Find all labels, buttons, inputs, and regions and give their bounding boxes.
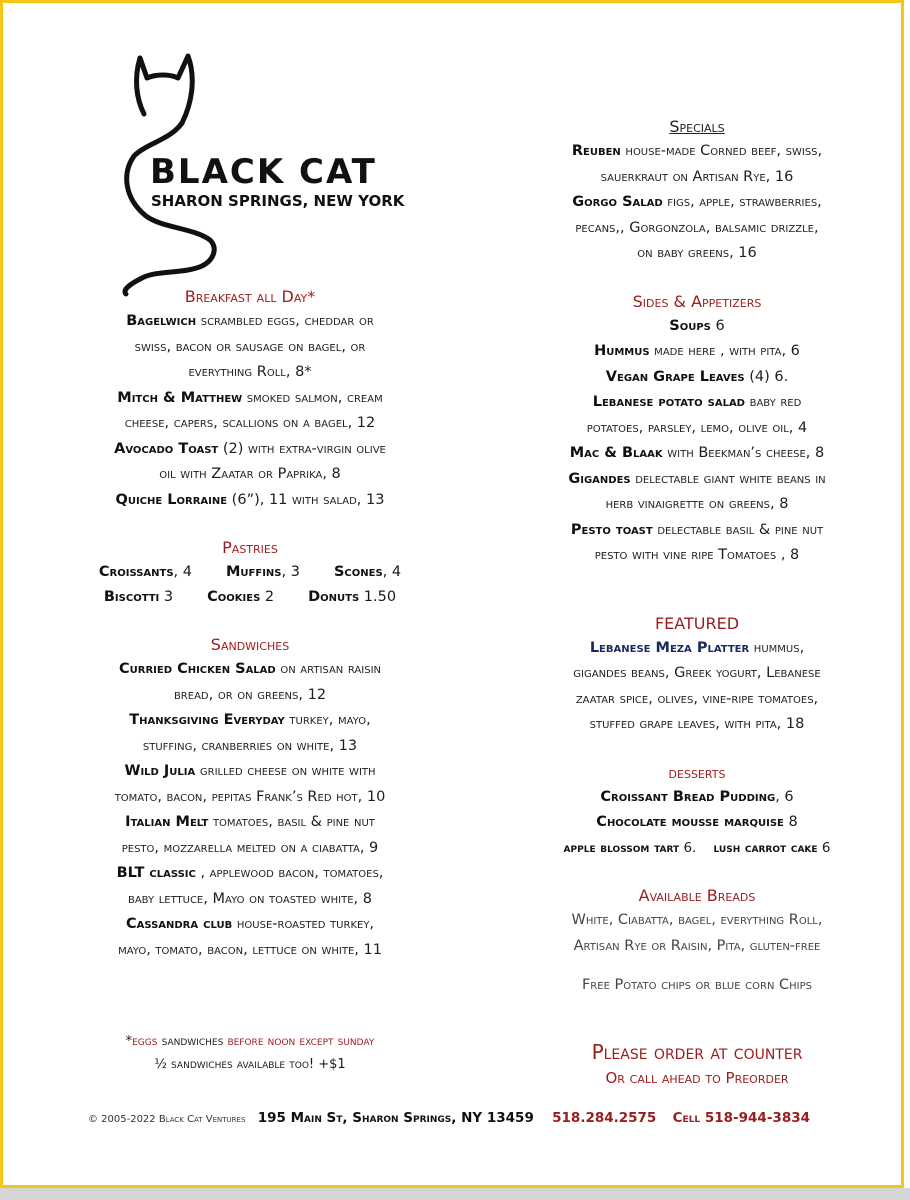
menu-item bbox=[492, 785, 902, 811]
item-price: 1.50 bbox=[359, 589, 397, 605]
section-title-sides: Sides & Appetizers bbox=[632, 291, 762, 311]
item-desc: , applewood bacon, tomatoes, bbox=[195, 865, 384, 881]
item-price: 6. bbox=[679, 839, 697, 856]
item-desc-line: bread, or on greens, 12 bbox=[173, 686, 327, 703]
address: 195 Main St, Sharon Springs, NY 13459 bbox=[257, 1110, 534, 1126]
item-desc: baby red bbox=[744, 394, 802, 410]
section-title-breakfast: Breakfast all Day* bbox=[184, 287, 316, 306]
item-desc: (4) 6. bbox=[744, 368, 789, 385]
item-desc: delectable giant white beans in bbox=[630, 470, 826, 487]
item-name: Thanksgiving Everyday bbox=[129, 712, 285, 728]
item-name: Avocado Toast bbox=[114, 440, 219, 457]
item-desc-line: pesto with vine ripe Tomatoes , 8 bbox=[594, 547, 800, 563]
section-title-pastries: Pastries bbox=[222, 538, 278, 557]
menu-item bbox=[40, 488, 460, 514]
order-sub: Or call ahead to Preorder bbox=[605, 1069, 789, 1087]
item-desc-line: sauerkraut on Artisan Rye, 16 bbox=[600, 168, 794, 185]
item-desc: house-roasted turkey, bbox=[232, 916, 375, 932]
menu-item bbox=[492, 636, 902, 662]
item-name: Vegan Grape Leaves bbox=[605, 368, 745, 385]
item-desc-line: gigandes beans, Greek yogurt, Lebanese bbox=[573, 665, 821, 681]
menu-item bbox=[40, 810, 460, 836]
item-desc: delectable basil & pine nut bbox=[652, 521, 824, 538]
section-title-featured: FEATURED bbox=[654, 613, 740, 633]
item-desc-line: oil with Zaatar or Paprika, 8 bbox=[159, 466, 341, 482]
item-desc: (6”), 11 with salad, 13 bbox=[227, 491, 385, 508]
item-desc: smoked salmon, cream bbox=[242, 389, 383, 406]
chips-note: Free Potato chips or blue corn Chips bbox=[581, 977, 813, 993]
menu-item bbox=[40, 912, 460, 938]
footnote-eggs: *eggs sandwiches before noon except sunday bbox=[125, 1034, 375, 1049]
item-desc-line: on baby greens, 16 bbox=[637, 245, 757, 261]
item-desc: figs, apple, strawberries, bbox=[662, 194, 822, 210]
order-note bbox=[492, 1038, 902, 1090]
menu-item bbox=[40, 437, 460, 463]
section-title-specials: Specials bbox=[669, 117, 725, 136]
item-name: Quiche Lorraine bbox=[115, 491, 228, 508]
item-price: , 4 bbox=[173, 564, 192, 580]
item-name: Bagelwich bbox=[126, 313, 197, 329]
bread-line: Artisan Rye or Raisin, Pita, gluten-free bbox=[573, 937, 821, 954]
order-main: Please order at counter bbox=[591, 1040, 803, 1064]
item-name: Pesto toast bbox=[570, 521, 653, 538]
item-desc-line: swiss, bacon or sausage on bagel, or bbox=[134, 338, 366, 355]
item-desc: made here , with pita, 6 bbox=[649, 343, 800, 359]
item-name: Croissant Bread Pudding bbox=[600, 788, 776, 805]
item-name: Muffins bbox=[226, 564, 282, 580]
bread-line: White, Ciabatta, bagel, everything Roll, bbox=[571, 912, 823, 928]
item-price: , 3 bbox=[281, 564, 300, 580]
menu-item bbox=[492, 390, 902, 416]
menu-item bbox=[492, 467, 902, 493]
menu-item bbox=[40, 861, 460, 887]
item-name: Soups bbox=[669, 317, 711, 334]
item-price: 2 bbox=[260, 589, 275, 605]
item-desc-line: tomato, bacon, pepitas Frank’s Red hot, 10 bbox=[114, 788, 386, 805]
item-name: apple blossom tart bbox=[563, 839, 680, 856]
menu-item bbox=[492, 190, 902, 216]
menu-item bbox=[40, 759, 460, 785]
item-price: 6 bbox=[817, 839, 831, 856]
item-desc: grilled cheese on white with bbox=[195, 763, 376, 779]
footnote-half: ½ sandwiches available too! +$1 bbox=[154, 1057, 346, 1072]
pastry-item bbox=[334, 560, 401, 585]
item-name: Scones bbox=[333, 564, 383, 580]
item-desc: 6 bbox=[710, 317, 725, 334]
footnote bbox=[40, 1030, 460, 1076]
item-price: 3 bbox=[159, 589, 174, 605]
item-desc-line: cheese, capers, scallions on a bagel, 12 bbox=[124, 415, 376, 431]
item-name: lush carrot cake bbox=[713, 839, 818, 856]
pastry-item bbox=[308, 585, 396, 610]
item-desc-line: stuffing, cranberries on white, 13 bbox=[142, 737, 358, 754]
item-desc: hummus, bbox=[749, 639, 805, 656]
item-price: 8 bbox=[783, 814, 798, 830]
item-name: Biscotti bbox=[103, 589, 160, 605]
section-title-desserts: desserts bbox=[668, 762, 726, 782]
menu-item bbox=[40, 657, 460, 683]
item-desc-line: pecans,, Gorgonzola, balsamic drizzle, bbox=[575, 219, 819, 236]
item-name: Cassandra club bbox=[125, 916, 233, 932]
item-desc: (2) with extra-virgin olive bbox=[218, 440, 386, 457]
item-desc: scrambled eggs, cheddar or bbox=[196, 313, 374, 329]
menu-item bbox=[40, 309, 460, 335]
item-name: Reuben bbox=[571, 143, 621, 159]
copyright: © 2005-2022 Black Cat Ventures bbox=[87, 1114, 246, 1125]
item-desc-line: mayo, tomato, bacon, lettuce on white, 11 bbox=[118, 941, 382, 958]
item-desc-line: potatoes, parsley, lemo, olive oil, 4 bbox=[586, 419, 808, 436]
item-desc-line: pesto, mozzarella melted on a ciabatta, 9 bbox=[121, 839, 379, 856]
pastry-item bbox=[104, 585, 173, 610]
logo-location: SHARON SPRINGS, NEW YORK bbox=[151, 192, 405, 210]
item-desc: turkey, mayo, bbox=[284, 712, 371, 728]
menu-item bbox=[492, 836, 902, 862]
item-name: Gorgo Salad bbox=[572, 194, 663, 210]
item-name: Mac & Blaak bbox=[569, 445, 663, 461]
pastry-item bbox=[207, 585, 274, 610]
menu-item bbox=[492, 518, 902, 544]
pastry-item bbox=[226, 560, 300, 585]
right-column bbox=[492, 114, 902, 999]
phone: 518.284.2575 bbox=[552, 1110, 657, 1126]
item-price: , 4 bbox=[382, 564, 402, 580]
item-desc-line: herb vinaigrette on greens, 8 bbox=[605, 496, 789, 512]
item-desc: house-made Corned beef, swiss, bbox=[620, 143, 823, 159]
menu-item bbox=[40, 386, 460, 412]
item-name: Mitch & Matthew bbox=[117, 389, 243, 406]
menu-item bbox=[492, 314, 902, 340]
menu-item bbox=[492, 441, 902, 467]
left-column bbox=[40, 284, 460, 963]
pastry-item bbox=[99, 560, 192, 585]
item-desc: with Beekman’s cheese, 8 bbox=[662, 445, 825, 461]
pastry-row bbox=[40, 560, 460, 585]
menu-item bbox=[492, 810, 902, 836]
item-name: Gigandes bbox=[568, 470, 631, 487]
cell-phone: Cell 518-944-3834 bbox=[672, 1110, 811, 1126]
menu-item bbox=[492, 139, 902, 165]
item-name: Wild Julia bbox=[124, 763, 196, 779]
item-name: Donuts bbox=[308, 589, 360, 605]
item-name: Lebanese potato salad bbox=[592, 394, 745, 410]
menu-item bbox=[492, 339, 902, 365]
item-desc-line: baby lettuce, Mayo on toasted white, 8 bbox=[127, 890, 373, 907]
item-name: Italian Melt bbox=[125, 814, 209, 830]
item-name: BLT classic bbox=[116, 865, 196, 881]
item-name: Hummus bbox=[594, 343, 650, 359]
item-name: Croissants bbox=[98, 564, 174, 580]
footer bbox=[0, 1110, 910, 1126]
item-name: Curried Chicken Salad bbox=[119, 661, 276, 677]
pastry-row bbox=[40, 585, 460, 610]
menu-item bbox=[40, 708, 460, 734]
item-desc: tomatoes, basil & pine nut bbox=[208, 814, 375, 830]
menu-item bbox=[492, 365, 902, 391]
page-bottom-edge bbox=[0, 1188, 910, 1200]
item-desc: on artisan raisin bbox=[275, 661, 381, 677]
item-name: Cookies bbox=[207, 589, 261, 605]
item-desc-line: everything Roll, 8* bbox=[188, 364, 312, 380]
item-desc-line: stuffed grape leaves, with pita, 18 bbox=[589, 716, 805, 732]
logo-title: BLACK CAT bbox=[150, 152, 377, 192]
item-name: Chocolate mousse marquise bbox=[596, 814, 784, 830]
section-title-breads: Available Breads bbox=[638, 886, 756, 905]
item-desc-line: zaatar spice, olives, vine-ripe tomatoes, bbox=[575, 690, 819, 707]
item-name: Lebanese Meza Platter bbox=[589, 639, 750, 656]
item-price: , 6 bbox=[775, 788, 794, 805]
section-title-sandwiches: Sandwiches bbox=[210, 635, 290, 654]
